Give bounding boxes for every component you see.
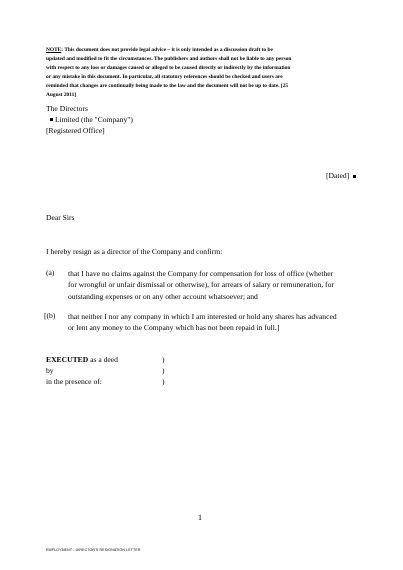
execution-bracket-3: ) xyxy=(162,377,165,386)
paragraph-a-label: (a) xyxy=(46,268,55,277)
paragraph-b-line-1: that neither I nor any company in which I am interested or hold any shares has advanced xyxy=(68,312,337,321)
executed-label xyxy=(46,355,118,364)
salutation: Dear Sirs xyxy=(46,213,75,222)
execution-bracket-2: ) xyxy=(162,366,165,375)
paragraph-a-line-1: that I have no claims against the Company for compensation for loss of office (whether xyxy=(68,269,334,278)
addressee: The Directors xyxy=(46,104,88,113)
footer-label: EMPLOYMENT - DIRECTOR'S RESIGNATION LETTER xyxy=(46,548,141,552)
executed-bold: EXECUTED xyxy=(46,355,89,364)
note-line-2: updated and modified to fit the circumstances. The publishers and authors shall not be liable to any person xyxy=(46,55,292,62)
page-number: 1 xyxy=(198,513,202,522)
executed-rest: as a deed xyxy=(88,355,118,364)
registered-office: [Registered Office] xyxy=(46,126,105,135)
note-line-6: August 2011] xyxy=(46,91,77,98)
placeholder-bullet-icon xyxy=(353,175,356,178)
paragraph-a-line-2: for wrongful or unfair dismissal or otherwise), for arrears of salary or remuneration, for xyxy=(68,280,334,290)
execution-bracket-1: ) xyxy=(162,355,165,364)
intro-statement: I hereby resign as a director of the Company and confirm: xyxy=(46,247,223,256)
by-label: by xyxy=(46,366,54,375)
paragraph-a-line-3: outstanding expenses or on any other account whatsoever; and xyxy=(68,291,258,301)
disclaimer-note xyxy=(46,46,364,99)
company-name: Limited (the "Company") xyxy=(55,115,133,124)
note-label: NOTE xyxy=(46,47,62,53)
presence-label: in the presence of: xyxy=(46,377,102,386)
note-line-4: or any mistake in this document. In particular, all statutory references should be checked and users are xyxy=(46,73,283,80)
paragraph-a-text xyxy=(68,268,368,302)
dated-line xyxy=(326,171,356,180)
note-line-3: with respect to any loss or damages caused or alleged to be caused directly or indirectly by the information xyxy=(46,64,291,71)
placeholder-bullet-icon xyxy=(50,118,53,121)
company-line xyxy=(50,115,133,124)
paragraph-b-label: [(b) xyxy=(44,311,56,320)
dated-placeholder: [Dated] xyxy=(326,171,350,180)
note-line-1: : This document does not provide legal advice – it is only intended as a discussion draft to be xyxy=(61,47,273,53)
paragraph-b-text xyxy=(68,311,368,334)
note-line-5: reminded that changes are continually being made to the law and the document will not be up to date. [25 xyxy=(46,82,289,89)
paragraph-b-line-2: or lent any money to the Company which has not been repaid in full.] xyxy=(68,323,280,333)
